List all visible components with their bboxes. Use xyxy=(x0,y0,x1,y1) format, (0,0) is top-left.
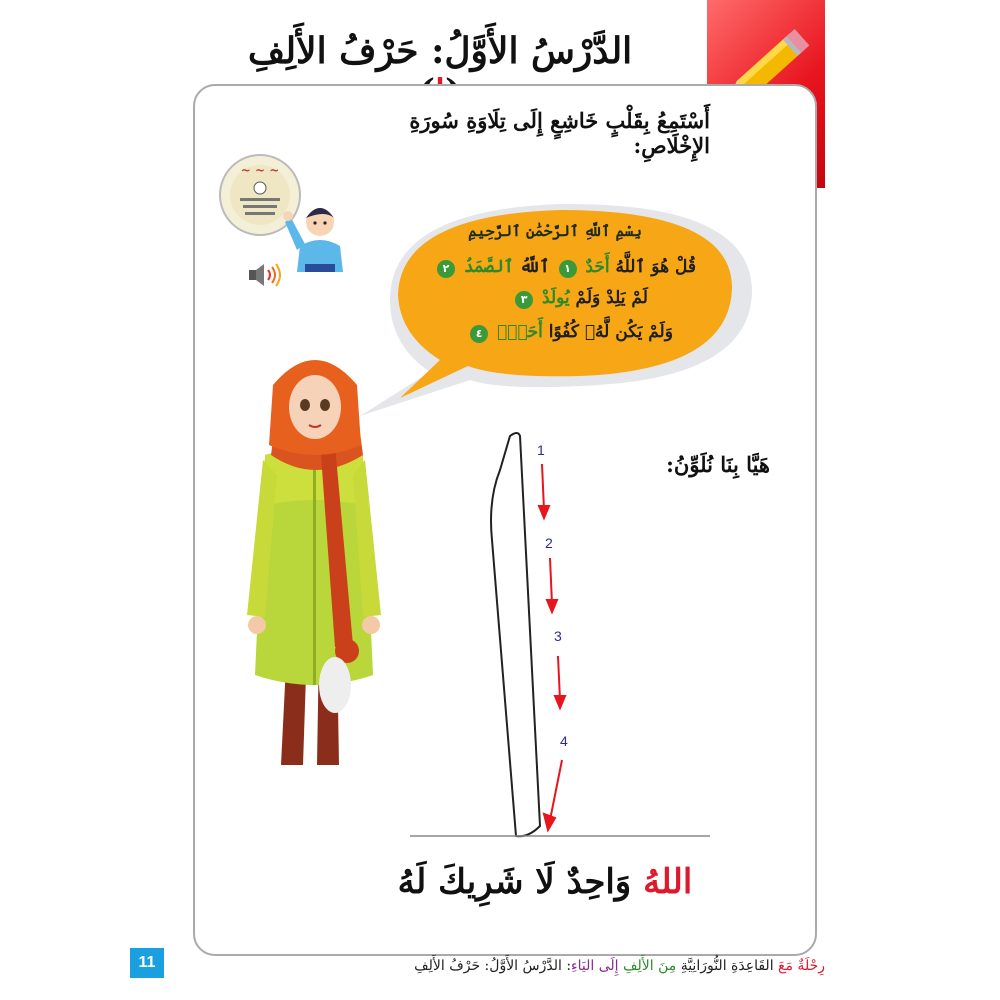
verse-text: وَلَمْ يَكُن لَّهُۥ كُفُوًا xyxy=(542,322,673,342)
alif-tracing-area[interactable] xyxy=(410,420,720,850)
verse-word: يُولَدْ xyxy=(542,288,570,308)
alif-outline[interactable] xyxy=(491,433,540,836)
listen-instruction: أَسْتَمِعُ بِقَلْبٍ خَاشِعٍ إِلَى تِلَاوَةِ سُورَةِ الإِخْلَاصِ: xyxy=(409,108,710,158)
verse-number: ١ xyxy=(559,260,577,278)
page-number: 11 xyxy=(130,948,164,978)
stroke-arrows xyxy=(539,464,565,830)
footer-caption xyxy=(180,958,825,974)
verse-number: ٣ xyxy=(515,291,533,309)
verse-word: ٱلصَّمَدُ xyxy=(463,257,514,277)
verse-word: أَحَدٌۢ xyxy=(496,322,543,342)
footer-part-2: القَاعِدَةِ النُّورَانِيَّةِ xyxy=(676,958,779,974)
stroke-step-1: 1 xyxy=(537,442,545,458)
closing-sentence xyxy=(380,862,710,902)
coloring-prompt: هَيَّا بِنَا نُلَوِّنُ: xyxy=(666,452,770,477)
girl-illustration xyxy=(235,345,395,785)
footer-part-5: : الدَّرْسُ الأَوَّلُ: حَرْفُ الأَلِفِ xyxy=(414,958,572,974)
basmala: بِسْمِ ٱللَّهِ ٱلرَّحْمَٰنِ ٱلرَّحِيمِ xyxy=(468,222,642,240)
speaker-icon[interactable] xyxy=(245,262,285,288)
footer-part-3: مِنَ الأَلِفِ xyxy=(623,958,677,974)
cd-icon[interactable] xyxy=(215,150,355,290)
stroke-step-3: 3 xyxy=(554,628,562,644)
verse-text: ٱللَّهُ xyxy=(513,257,550,277)
verse-line-1 xyxy=(430,256,700,278)
verse-word: أَحَدٌ xyxy=(585,257,610,277)
verse-text: قُلْ هُوَ ٱللَّهُ xyxy=(609,257,696,277)
title-text: الدَّرْسُ الأَوَّلُ: حَرْفُ الأَلِفِ xyxy=(247,30,633,72)
closing-allah: اللهُ xyxy=(643,862,693,902)
closing-rest: وَاحِدٌ لَا شَرِيكَ لَهُ xyxy=(397,862,644,902)
stroke-step-4: 4 xyxy=(560,733,568,749)
stroke-step-2: 2 xyxy=(545,535,553,551)
verse-line-3 xyxy=(450,322,690,343)
verse-number: ٤ xyxy=(470,325,488,343)
footer-part-1: رِحْلَةٌ مَعَ xyxy=(778,958,825,974)
svg-text:~ ~ ~: ~ ~ ~ xyxy=(240,163,280,177)
verse-number: ٢ xyxy=(437,260,455,278)
verse-line-2 xyxy=(480,288,680,309)
verse-text: لَمْ يَلِدْ وَلَمْ xyxy=(569,288,648,308)
footer-part-4: إِلَى اليَاءِ xyxy=(571,958,623,974)
